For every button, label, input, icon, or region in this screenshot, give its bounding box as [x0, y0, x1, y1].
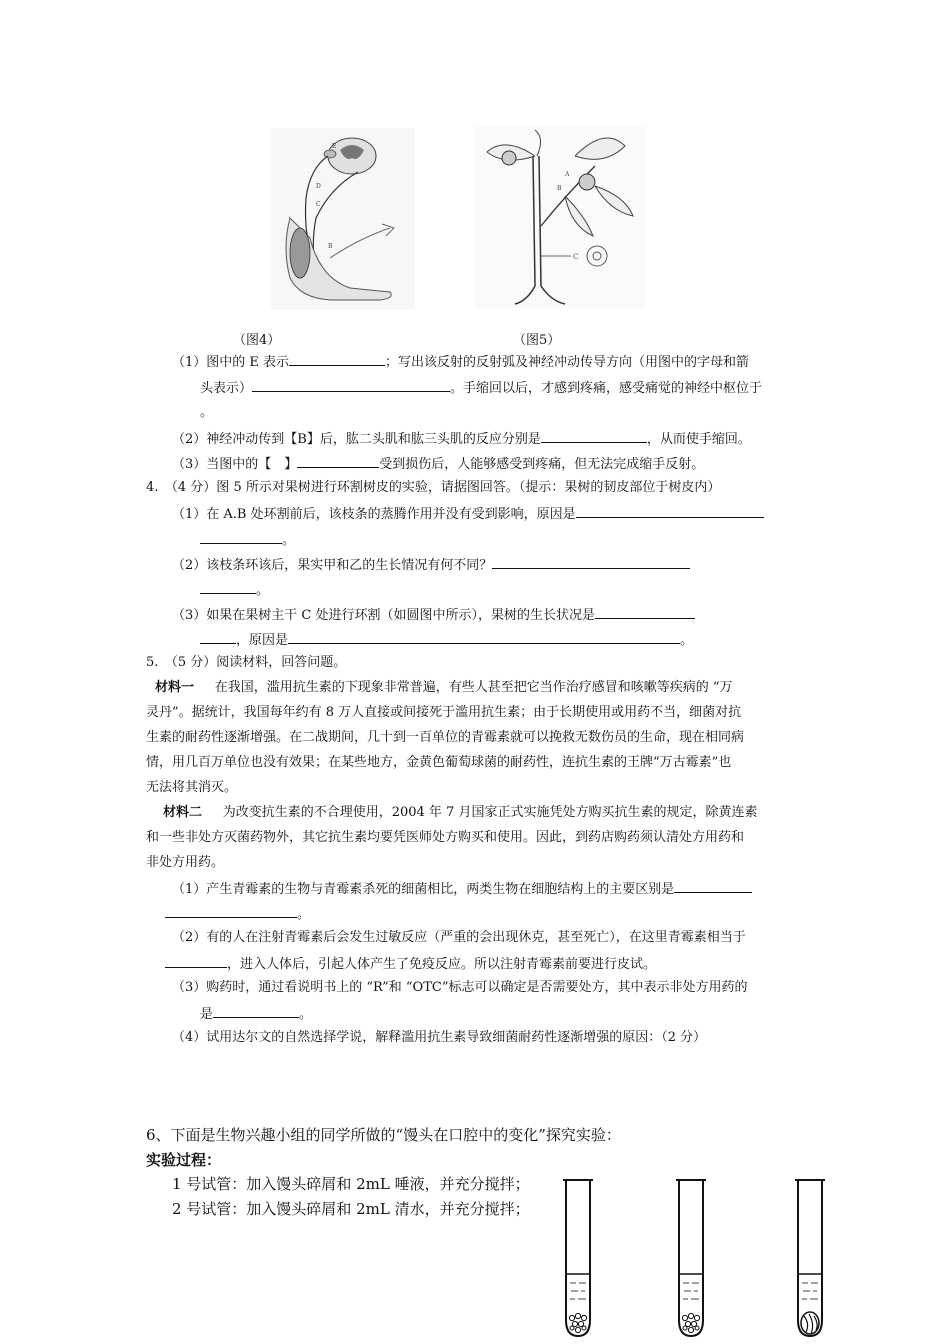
q5-part2-cont: [165, 954, 656, 974]
figure-5-caption: （图5）: [513, 333, 561, 348]
q4-p2-blank2[interactable]: [200, 580, 256, 594]
q3-p1-arc-blank[interactable]: [252, 378, 450, 392]
q5-m1-l3: 生素的耐药性逐渐增强。在二战期间，几十到一百单位的青霉素就可以挽救无数伤员的生命，现在相同病: [146, 730, 745, 745]
q6-title: 6、下面是生物兴趣小组的同学所做的“馒头在口腔中的变化”探究实验：: [146, 1126, 621, 1144]
q3-p1d: 。手缩回以后，才感到疼痛，感受痛觉的神经中枢位于: [450, 381, 763, 396]
test-tube-3-drawing: [792, 1178, 828, 1338]
q5-m2-l3: 非处方用药。: [146, 855, 225, 870]
q3-part2: [172, 429, 751, 449]
q5-p1-blank[interactable]: [674, 879, 752, 893]
q5-part3-cont: [200, 1004, 312, 1024]
q4-p2end: 。: [256, 583, 270, 598]
q5-p2a: （2）有的人在注射青霉素后会发生过敏反应（严重的会出现休克，甚至死亡），在这里青霉素相当于: [172, 930, 746, 945]
q3-p2a: （2）神经冲动传到【B】后，肱二头肌和肱三头肌的反应分别是: [172, 432, 541, 447]
test-tube-3: [792, 1178, 828, 1342]
q6-tube2: 2 号试管：加入馒头碎屑和 2mL 清水，并充分搅拌；: [172, 1200, 530, 1218]
q5-material2-line1: [163, 804, 757, 822]
q3-p1b: ；写出该反射的反射弧及神经冲动传导方向（用图中的字母和箭: [385, 355, 750, 370]
test-tube-2: [673, 1178, 709, 1342]
q5-p3-blank[interactable]: [213, 1004, 299, 1018]
figure-5-girdling-experiment: [475, 126, 645, 308]
svg-text:B: B: [328, 243, 333, 250]
q3-p1-answer-blank[interactable]: [289, 352, 385, 366]
reflex-arc-drawing: [270, 128, 415, 310]
q5-m2-label: 材料二: [163, 805, 203, 820]
q5-m1-l1: 在我国，滥用抗生素的下现象非常普遍，有些人甚至把它当作治疗感冒和咳嗽等疾病的 “万: [214, 680, 733, 695]
q6-tube1: 1 号试管：加入馒头碎屑和 2mL 唾液，并充分搅拌；: [172, 1175, 530, 1193]
q3-p2-blank[interactable]: [541, 429, 647, 443]
q4-p2-blank[interactable]: [492, 555, 690, 569]
q4-p3b: ，原因是: [236, 633, 289, 648]
q4-part2: [172, 555, 690, 575]
svg-text:C: C: [316, 201, 321, 208]
q5-part1-cont: [165, 904, 310, 924]
test-tube-2-drawing: [673, 1178, 709, 1338]
q4-part1: [172, 504, 764, 524]
q5-title: 5. （5 分）阅读材料，回答问题。: [146, 655, 347, 670]
q4-title: 4. （4 分）图 5 所示对果树进行环割树皮的实验，请据图回答。（提示：果树的韧皮部位于树皮内）: [146, 480, 721, 495]
q4-p3-blank[interactable]: [595, 605, 695, 619]
q3-p1e: 。: [200, 405, 214, 420]
q4-p1-blank[interactable]: [576, 504, 764, 518]
q5-m1-l5: 无法将其消灭。: [146, 780, 238, 795]
svg-text:B: B: [557, 185, 562, 192]
q3-part1-line2: [200, 378, 762, 398]
q5-part2: [172, 929, 746, 947]
q4-p1: （1）在 A.B 处环割前后，该枝条的蒸腾作用并没有受到影响，原因是: [172, 507, 576, 522]
q5-m2-l2: 和一些非处方灭菌药物外，其它抗生素均要凭医师处方购买和使用。因此，到药店购药须认清处方用药和: [146, 830, 745, 845]
q3-p3a: （3）当图中的【 】: [172, 457, 298, 472]
q5-p3end: 。: [299, 1007, 313, 1022]
girdling-drawing: [475, 126, 645, 308]
q4-p3-blank2[interactable]: [200, 630, 236, 644]
figure-4-caption: （图4）: [233, 333, 281, 348]
q5-p1end: 。: [297, 907, 311, 922]
q4-p3-reason-blank[interactable]: [288, 630, 680, 644]
q5-p1: （1）产生青霉素的生物与青霉素杀死的细菌相比，两类生物在细胞结构上的主要区别是: [172, 882, 675, 897]
q3-p3-blank[interactable]: [297, 454, 379, 468]
svg-text:A: A: [565, 171, 570, 178]
q4-part3-cont: [200, 630, 693, 650]
q5-m1-label: 材料一: [155, 680, 195, 695]
q6-process-label: 实验过程：: [146, 1151, 222, 1169]
test-tube-1: [560, 1178, 596, 1342]
q5-material1-line1: [155, 679, 732, 697]
q3-p1a: （1）图中的 E 表示: [172, 355, 290, 370]
q5-p3a: （3）购药时，通过看说明书上的 “R”和 “OTC”标志可以确定是否需要处方，其中表示非处方用药的: [172, 980, 748, 995]
q3-part1-line3: [200, 404, 213, 422]
q4-p2: （2）该枝条环该后，果实甲和乙的生长情况有何不同？: [172, 558, 493, 573]
q3-p1c: 头表示）: [200, 381, 253, 396]
q3-p3b: 受到损伤后，人能够感受到疼痛，但无法完成缩手反射。: [379, 457, 705, 472]
q5-p1-blank2[interactable]: [165, 904, 297, 918]
q5-part4: （4）试用达尔文的自然选择学说，解释滥用抗生素导致细菌耐药性逐渐增强的原因：（2 分）: [172, 1030, 707, 1045]
q4-p1end: 。: [282, 533, 296, 548]
q4-part3: [172, 605, 695, 625]
q5-part3: [172, 979, 747, 997]
svg-text:E: E: [332, 143, 337, 150]
q5-m1-l4: 情，用几百万单位也没有效果；在某些地方，金黄色葡萄球菌的耐药性，连抗生素的王牌“万古霉素”也: [146, 755, 732, 770]
q4-part1-cont: [200, 530, 295, 550]
q5-m1-l2: 灵丹”。据统计，我国每年约有 8 万人直接或间接死于滥用抗生素；由于长期使用或用药不当，细菌对抗: [146, 705, 742, 720]
q5-part1: [172, 879, 752, 899]
q5-m2-l1: 为改变抗生素的不合理使用，2004 年 7 月国家正式实施凭处方购买抗生素的规定，除黄连素: [222, 805, 758, 820]
figure-4-reflex-arc: [270, 128, 415, 310]
q4-p3end: 。: [680, 633, 694, 648]
q3-part1-line1: [172, 352, 749, 372]
q5-p3b: 是: [200, 1007, 214, 1022]
q3-part3: [172, 454, 704, 474]
q5-p2-blank[interactable]: [165, 954, 227, 968]
q5-p2b: ，进入人体后，引起人体产生了免疫反应。所以注射青霉素前要进行皮试。: [227, 957, 657, 972]
q4-p3: （3）如果在果树主干 C 处进行环割（如圆图中所示），果树的生长状况是: [172, 608, 595, 623]
q3-p2b: ，从而使手缩回。: [646, 432, 751, 447]
test-tube-1-drawing: [560, 1178, 596, 1338]
svg-text:C: C: [573, 253, 579, 261]
q4-part2-cont: [200, 580, 269, 600]
svg-text:D: D: [316, 183, 321, 190]
q4-p1-blank2[interactable]: [200, 530, 282, 544]
